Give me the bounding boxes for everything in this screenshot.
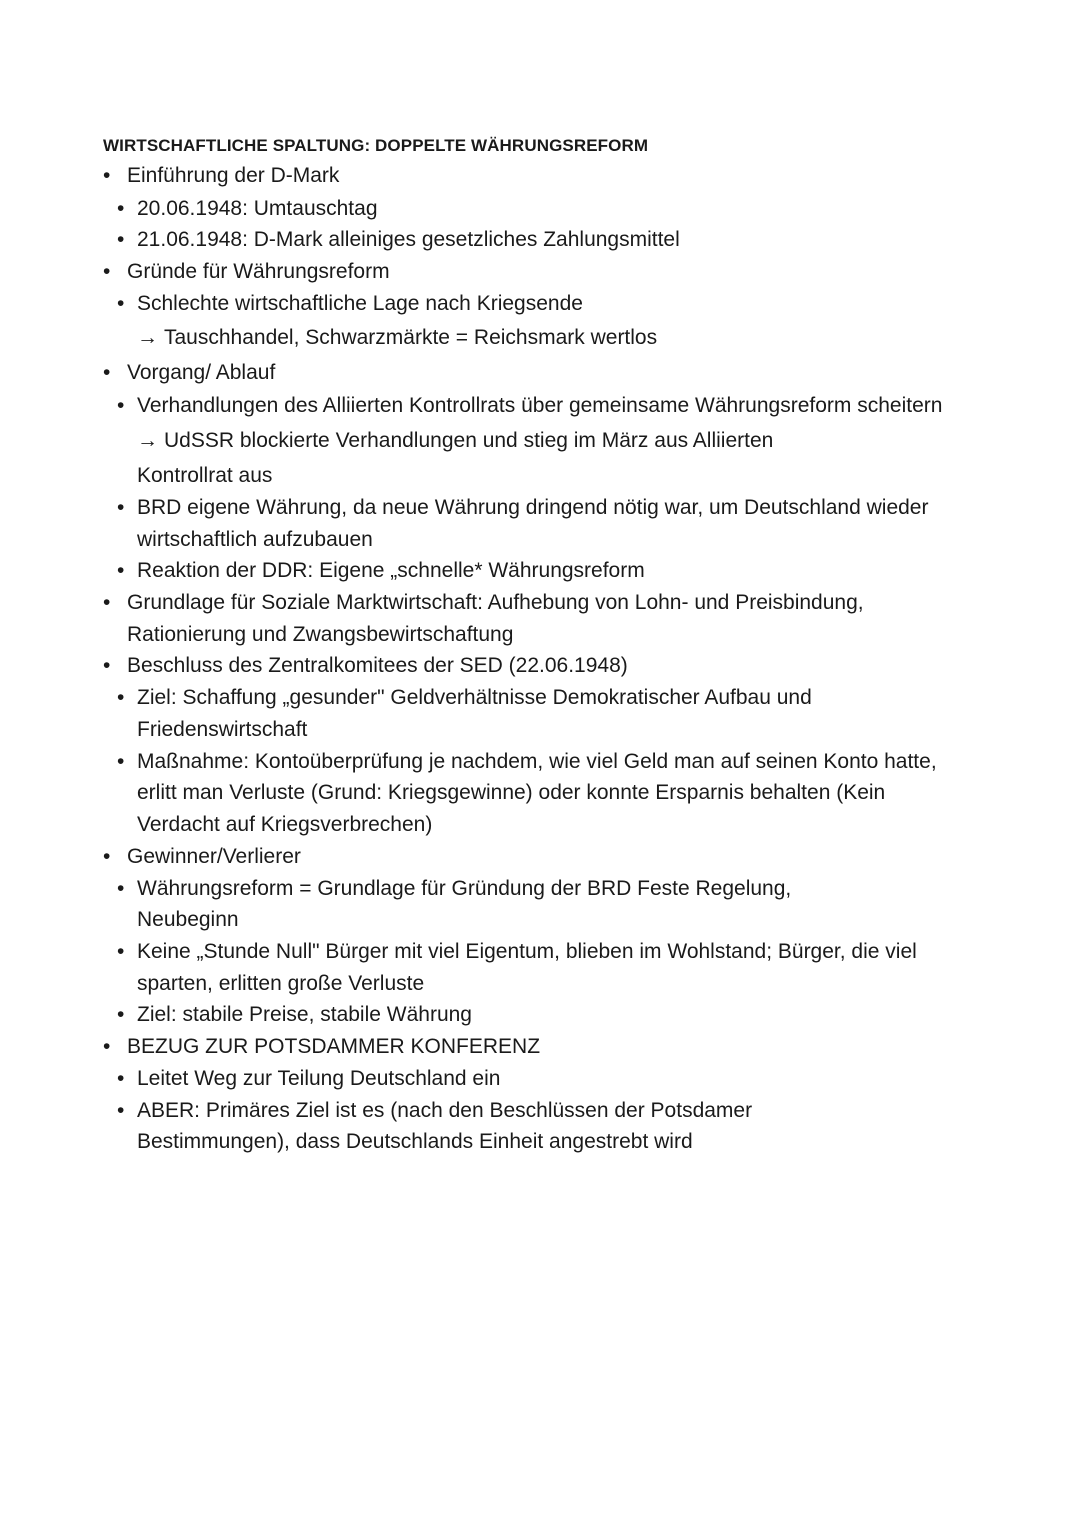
bullet-icon: • — [103, 260, 111, 283]
list-item: Keine „Stunde Null" Bürger mit viel Eigentum, blieben im Wohlstand; Bürger, die viel — [137, 940, 917, 963]
list-item: ABER: Primäres Ziel ist es (nach den Beschlüssen der Potsdamer — [137, 1099, 753, 1122]
list-item: 21.06.1948: D-Mark alleiniges gesetzliches Zahlungsmittel — [137, 228, 680, 251]
bullet-icon: • — [103, 654, 111, 677]
list-item-continuation: UdSSR blockierte Verhandlungen und stieg im März aus Alliierten — [164, 429, 774, 452]
list-item: BRD eigene Währung, da neue Währung dringend nötig war, um Deutschland wieder — [137, 496, 929, 519]
list-item: Reaktion der DDR: Eigene „schnelle* Währungsreform — [137, 559, 645, 582]
list-item: Grundlage für Soziale Marktwirtschaft: Aufhebung von Lohn- und Preisbindung, — [127, 591, 864, 614]
list-item: Ziel: stabile Preise, stabile Währung — [137, 1003, 472, 1026]
bullet-icon: • — [103, 591, 111, 614]
bullet-icon: • — [117, 1067, 125, 1090]
list-item: 20.06.1948: Umtauschtag — [137, 197, 378, 220]
list-item: Verhandlungen des Alliierten Kontrollrats über gemeinsame Währungsreform scheitern — [137, 394, 943, 417]
arrow-right-icon: → — [137, 429, 158, 452]
bullet-icon: • — [103, 845, 111, 868]
bullet-icon: • — [103, 361, 111, 384]
list-item: Einführung der D-Mark — [127, 164, 340, 187]
list-item: Vorgang/ Ablauf — [127, 361, 276, 384]
list-item: Gewinner/Verlierer — [127, 845, 301, 868]
bullet-icon: • — [117, 1003, 125, 1026]
bullet-icon: • — [117, 686, 125, 709]
list-item: Währungsreform = Grundlage für Gründung der BRD Feste Regelung, — [137, 877, 792, 900]
list-item: Schlechte wirtschaftliche Lage nach Kriegsende — [137, 292, 583, 315]
bullet-icon: • — [117, 394, 125, 417]
list-item-continuation: Bestimmungen), dass Deutschlands Einheit angestrebt wird — [137, 1130, 693, 1153]
arrow-right-icon: → — [137, 326, 158, 349]
list-item-continuation: Tauschhandel, Schwarzmärkte = Reichsmark wertlos — [164, 326, 658, 349]
list-item-continuation: Rationierung und Zwangsbewirtschaftung — [127, 623, 514, 646]
list-item-continuation: Verdacht auf Kriegsverbrechen) — [137, 813, 433, 836]
list-item: Maßnahme: Kontoüberprüfung je nachdem, wie viel Geld man auf seinen Konto hatte, — [137, 750, 937, 773]
list-item-continuation: Neubeginn — [137, 908, 239, 931]
bullet-icon: • — [117, 877, 125, 900]
list-item: Ziel: Schaffung „gesunder" Geldverhältnisse Demokratischer Aufbau und — [137, 686, 812, 709]
bullet-icon: • — [117, 750, 125, 773]
bullet-icon: • — [103, 1035, 111, 1058]
bullet-icon: • — [103, 164, 111, 187]
bullet-icon: • — [117, 1099, 125, 1122]
list-item-continuation: sparten, erlitten große Verluste — [137, 972, 425, 995]
bullet-icon: • — [117, 292, 125, 315]
list-item-continuation: Kontrollrat aus — [137, 464, 273, 487]
bullet-icon: • — [117, 228, 125, 251]
list-item-continuation: wirtschaftlich aufzubauen — [137, 528, 373, 551]
list-item-continuation: Friedenswirtschaft — [137, 718, 308, 741]
bullet-icon: • — [117, 559, 125, 582]
bullet-icon: • — [117, 496, 125, 519]
bullet-icon: • — [117, 197, 125, 220]
bullet-icon: • — [117, 940, 125, 963]
list-item: Beschluss des Zentralkomitees der SED (22.06.1948) — [127, 654, 628, 677]
document-heading: WIRTSCHAFTLICHE SPALTUNG: DOPPELTE WÄHRUNGSREFORM — [103, 136, 649, 155]
list-item-continuation: erlitt man Verluste (Grund: Kriegsgewinne) oder konnte Ersparnis behalten (Kein — [137, 781, 886, 804]
list-item: Gründe für Währungsreform — [127, 260, 390, 283]
list-item: Leitet Weg zur Teilung Deutschland ein — [137, 1067, 501, 1090]
list-item: BEZUG ZUR POTSDAMMER KONFERENZ — [127, 1035, 541, 1058]
